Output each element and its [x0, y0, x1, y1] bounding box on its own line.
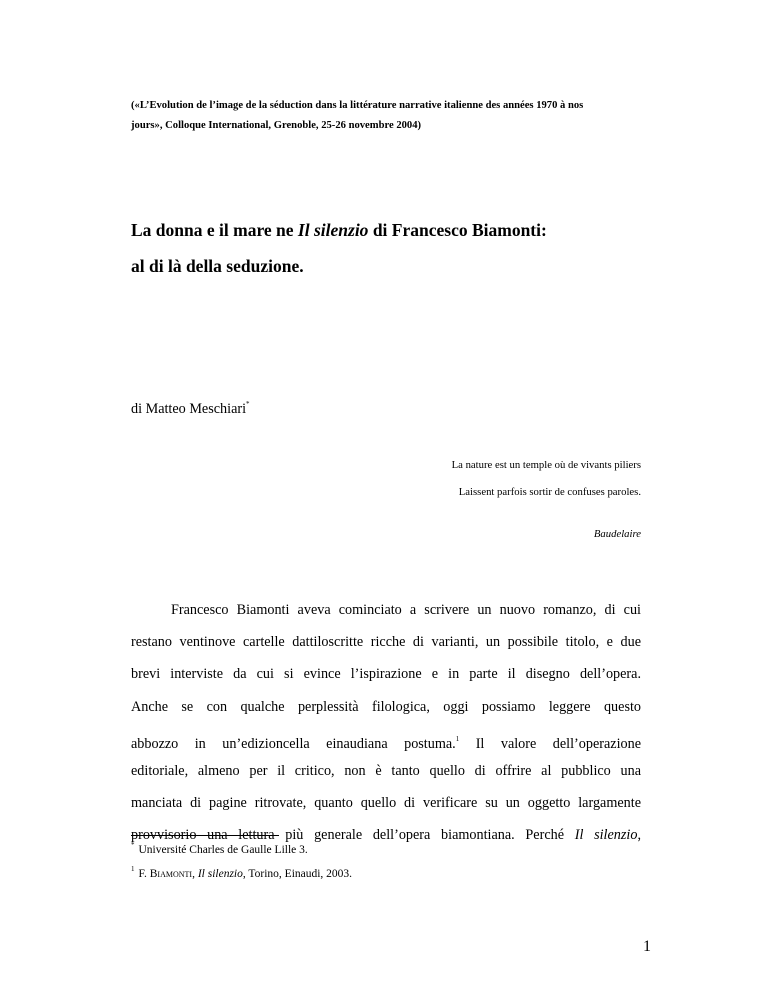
conference-note [131, 96, 651, 136]
body-line: abbozzo in un’edizioncella einaudiana postuma.$^1$ Il valore dell’operazione [131, 734, 641, 752]
body-line: manciata di pagine ritrovate, quanto quello di verificare su un oggetto largamente [131, 795, 641, 812]
body-line: brevi interviste da cui si evince l’ispirazione e in parte il disegno dell’opera. [131, 666, 641, 683]
epigraph-attribution: Baudelaire [593, 528, 641, 540]
body-line: Francesco Biamonti aveva cominciato a scrivere un nuovo romanzo, di cui [171, 602, 641, 618]
paper-title [131, 212, 547, 284]
conference-note-line-2: jours», Colloque International, Grenoble, 25-26 novembre 2004) [131, 120, 422, 131]
body-paragraph [131, 594, 641, 852]
footnote-ref-1: 1 [455, 734, 460, 743]
paper-title-line-2: al di là della seduzione. [131, 256, 304, 276]
footnote-2: $^1$ F. Biamonti, Il silenzio, Torino, Einaudi, 2003. [131, 865, 353, 880]
body-line: restano ventinove cartelle dattiloscritte ricche di varianti, un possibile titolo, e due [131, 634, 641, 651]
paper-title-italic: Il silenzio [297, 220, 369, 240]
conference-note-line-1: («L’Evolution de l’image de la séduction dans la littérature narrative italienne des années 1970 à nos [131, 100, 584, 111]
author-byline: di Matteo Meschiari* [131, 400, 250, 417]
page-number: 1 [643, 938, 651, 955]
author-footnote-marker: * [246, 400, 250, 408]
footnote-separator [131, 835, 279, 836]
epigraph-line-2: Laissent parfois sortir de confuses paroles. [458, 486, 641, 498]
epigraph-line-1: La nature est un temple où de vivants piliers [451, 459, 641, 471]
body-line: provvisorio una lettura più generale dell’opera biamontiana. Perché Il silenzio, [131, 827, 641, 844]
body-line: editoriale, almeno per il critico, non è tanto quello di offrire al pubblico una [131, 762, 641, 779]
footnote-1: * Université Charles de Gaulle Lille 3. [131, 841, 308, 856]
paper-title-line-1: La donna e il mare ne Il silenzio di Francesco Biamonti: [131, 220, 547, 240]
body-line: Anche se con qualche perplessità filologica, oggi possiamo leggere questo [131, 698, 641, 715]
